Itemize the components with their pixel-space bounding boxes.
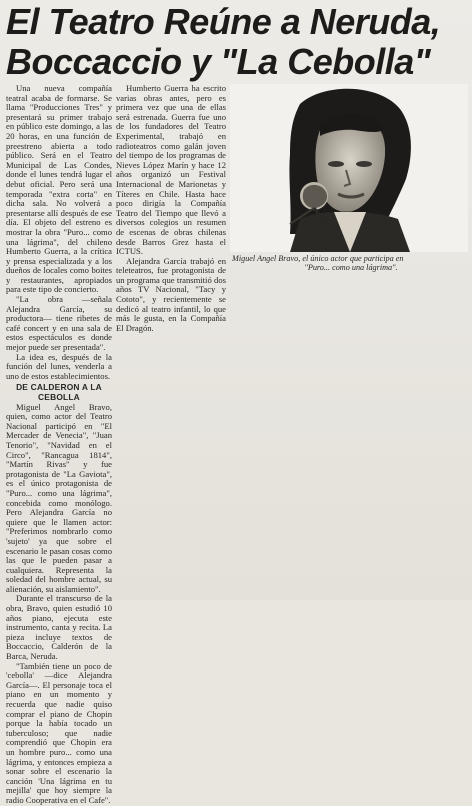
headline-line-2: Boccaccio y "La Cebolla" — [6, 41, 431, 82]
paragraph: Alejandra García trabajó en teleteatros, fue protagonista de un programa que transmitió dos años TV Nacional, "Tacy y Cototo", y recientemente se dedicó al teatro infantil, lo que más le gusta, en la Compañía El Dragón. — [116, 255, 226, 333]
caption-line-2: "Puro... como una lágrima". — [304, 263, 398, 273]
headline — [6, 2, 470, 82]
paragraph: Durante el transcurso de la obra, Bravo, quien estudió 10 años piano, ejecuta este instrumento, canta y recita. La pieza incluye textos de Boccaccio, Calderón de la Barca, Neruda. — [6, 593, 112, 662]
caption-line-1: Miguel Angel Bravo, el único actor que participa en — [232, 254, 404, 263]
paragraph: La idea es, después de la función del lunes, venderla a uno de estos establecimientos. — [6, 351, 112, 381]
actor-photo — [230, 84, 468, 252]
article-column-1 — [6, 83, 112, 805]
section-subheading: DE CALDERON A LA CEBOLLA — [16, 382, 102, 402]
photo-caption — [232, 254, 470, 272]
paragraph: Miguel Angel Bravo, quien, como actor del Teatro Nacional participó en "El Mercader de Venecia", "Juan Tenorio", "Navidad en el Circo", "Rancagua 1814", "Martín Rivas" y fue protagonista de "La Gaviota", es el único protagonista de "Puro... como una lágrima", concebida como monólogo. Pero Alejandra García no quiere que le llamen actor: "Preferimos nombrarlo como 'sujeto' ya que sobre el escenario le pasan cosas como las que le pueden pasar a cualquiera. Representa la soledad del hombre actual, su alienación, su aislamiento". — [6, 401, 112, 594]
paragraph: "También tiene un poco de 'cebolla' —dice Alejandra García—. El personaje toca el piano en un momento y recuerda que nadie quiso comprar el piano de Chopin porque la había tocado un tuberculoso; que nadie comprendió que Chopin era un hombre puro... como una lágrima, y entonces empieza a sonar sobre el escenario la canción 'Una lágrima en tu mejilla' que hoy siempre la radio Cooperativa en el Cafe". — [6, 660, 112, 805]
article-column-2 — [116, 84, 226, 586]
actor-portrait-image — [230, 84, 468, 252]
headline-line-1: El Teatro Reúne a Neruda, — [6, 1, 441, 42]
paragraph: Una nueva compañía teatral acaba de formarse. Se llama "Producciones Tres" y presentará su primer trabajo en público este domingo, a las 20 horas, en una función de preestreno abierta a todo público. Será en el Teatro Municipal de Las Condes, donde el lunes tendrá lugar el debut oficial. Pero será una temporada "extra corta" en dicha sala. No volverá a presentarse allí después de ese día. El objeto del estreno es mostrar la obra "Puro... como una lágrima", del chileno Humberto Guerra, a la crítica y prensa especializada y a los dueños de locales como boites y restaurantes, apropiados para este tipo de concierto. — [6, 83, 112, 295]
paragraph: Humberto Guerra ha escrito varias obras antes, pero es primera vez que una de ellas será estrenada. Guerra fue uno de los fundadores del Teatro Experimental, trabajó en radioteatros como galán joven del tiempo de los programas de Nieves López Marín y hace 12 años organizó un Festival Internacional de Marionetas y Títeres en Chile. Hasta hace poco dirigía la Compañía Teatro del Tiempo que llevó a diversos colegios un resumen de escenas de obras chilenas desde Barros Grez hasta el ICTUS. — [116, 83, 226, 257]
paragraph: "La obra —señala Alejandra García, su productora— tiene ribetes de café concert y en una sala de estos espectáculos es donde mejor puede ser presentada". — [6, 294, 112, 353]
